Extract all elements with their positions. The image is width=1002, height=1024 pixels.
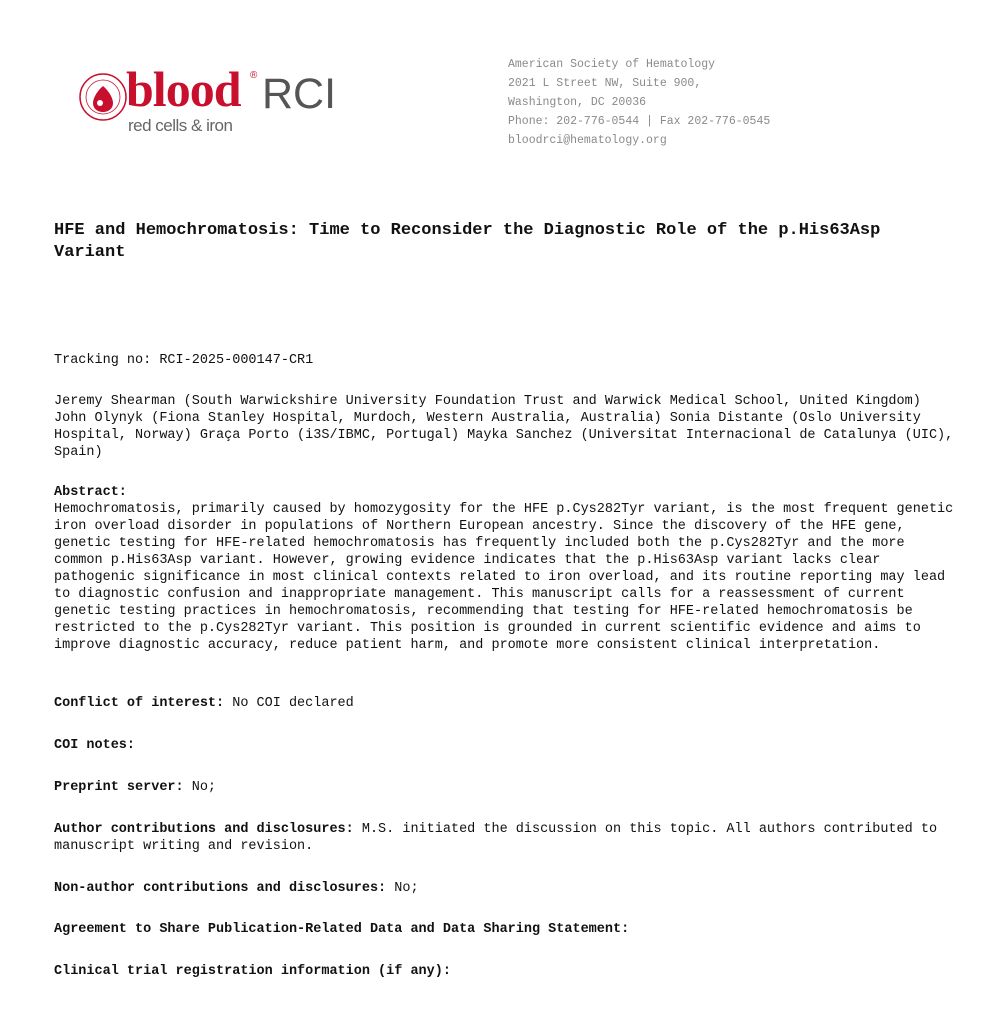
data-sharing-label: Agreement to Share Publication-Related Data and Data Sharing Statement: xyxy=(54,922,630,937)
coi-notes-label: COI notes: xyxy=(54,738,136,753)
coi-field xyxy=(54,695,959,712)
address-line: 2021 L Street NW, Suite 900, xyxy=(508,77,702,90)
ash-seal-icon xyxy=(78,72,128,122)
tracking-number: Tracking no: RCI-2025-000147-CR1 xyxy=(54,353,314,368)
abstract-section xyxy=(54,484,959,654)
clinical-trial-field xyxy=(54,963,959,980)
logo-rci: RCI xyxy=(262,70,337,118)
blood-rci-logo xyxy=(78,61,348,138)
abstract-label: Abstract: xyxy=(54,485,127,500)
address-line: American Society of Hematology xyxy=(508,58,716,71)
logo-tagline: red cells & iron xyxy=(128,116,233,135)
author-contributions-value: M.S. initiated the discussion on this topic. All authors contributed to manuscript writing and revision. xyxy=(54,822,938,854)
publisher-address xyxy=(508,55,770,150)
logo-registered-mark: ® xyxy=(250,70,258,81)
preprint-field xyxy=(54,779,959,796)
non-author-contributions-field xyxy=(54,880,959,897)
abstract-text: Hemochromatosis, primarily caused by homozygosity for the HFE p.Cys282Tyr variant, is the most frequent genetic iron overload disorder in populations of Northern European ancestry. Since the discovery of the HFE gene, genetic testing for HFE-related hemochromatosis has frequently included both the p.Cys282Tyr and the more common p.His63Asp variant. However, growing evidence indicates that the p.His63Asp variant lacks clear pathogenic significance in most clinical contexts related to iron overload, and its routine reporting may lead to diagnostic confusion and inappropriate management. This manuscript calls for a reassessment of current genetic testing practices in hemochromatosis, recommending that testing for HFE-related hemochromatosis be restricted to the p.Cys282Tyr variant. This position is grounded in current scientific evidence and aims to improve diagnostic accuracy, reduce patient harm, and promote more consistent clinical interpretation. xyxy=(54,502,954,653)
preprint-value: No; xyxy=(183,780,217,795)
clinical-trial-label: Clinical trial registration information (if any): xyxy=(54,964,451,979)
data-sharing-field xyxy=(54,921,959,938)
author-contributions-field xyxy=(54,821,959,855)
logo-wordmark: blood xyxy=(126,61,241,117)
address-line: Phone: 202-776-0544 | Fax 202-776-0545 xyxy=(508,115,771,128)
coi-label: Conflict of interest: xyxy=(54,696,225,711)
author-list: Jeremy Shearman (South Warwickshire University Foundation Trust and Warwick Medical School, United Kingdom) John Olynyk (Fiona Stanley Hospital, Murdoch, Western Australia, Australia) Sonia Distante (Oslo University Hospital, Norway) Graça Porto (i3S/IBMC, Portugal) Mayka Sanchez (Universitat Internacional de Catalunya (UIC), Spain) xyxy=(54,394,954,460)
coi-value: No COI declared xyxy=(224,696,354,711)
non-author-contributions-label: Non-author contributions and disclosures: xyxy=(54,881,387,896)
manuscript-title: HFE and Hemochromatosis: Time to Reconsider the Diagnostic Role of the p.His63Asp Variant xyxy=(54,221,881,262)
coi-notes-field xyxy=(54,737,959,754)
preprint-label: Preprint server: xyxy=(54,780,184,795)
address-line: Washington, DC 20036 xyxy=(508,96,647,109)
non-author-contributions-value: No; xyxy=(386,881,419,896)
author-contributions-label: Author contributions and disclosures: xyxy=(54,822,354,837)
address-line: bloodrci@hematology.org xyxy=(508,134,667,147)
